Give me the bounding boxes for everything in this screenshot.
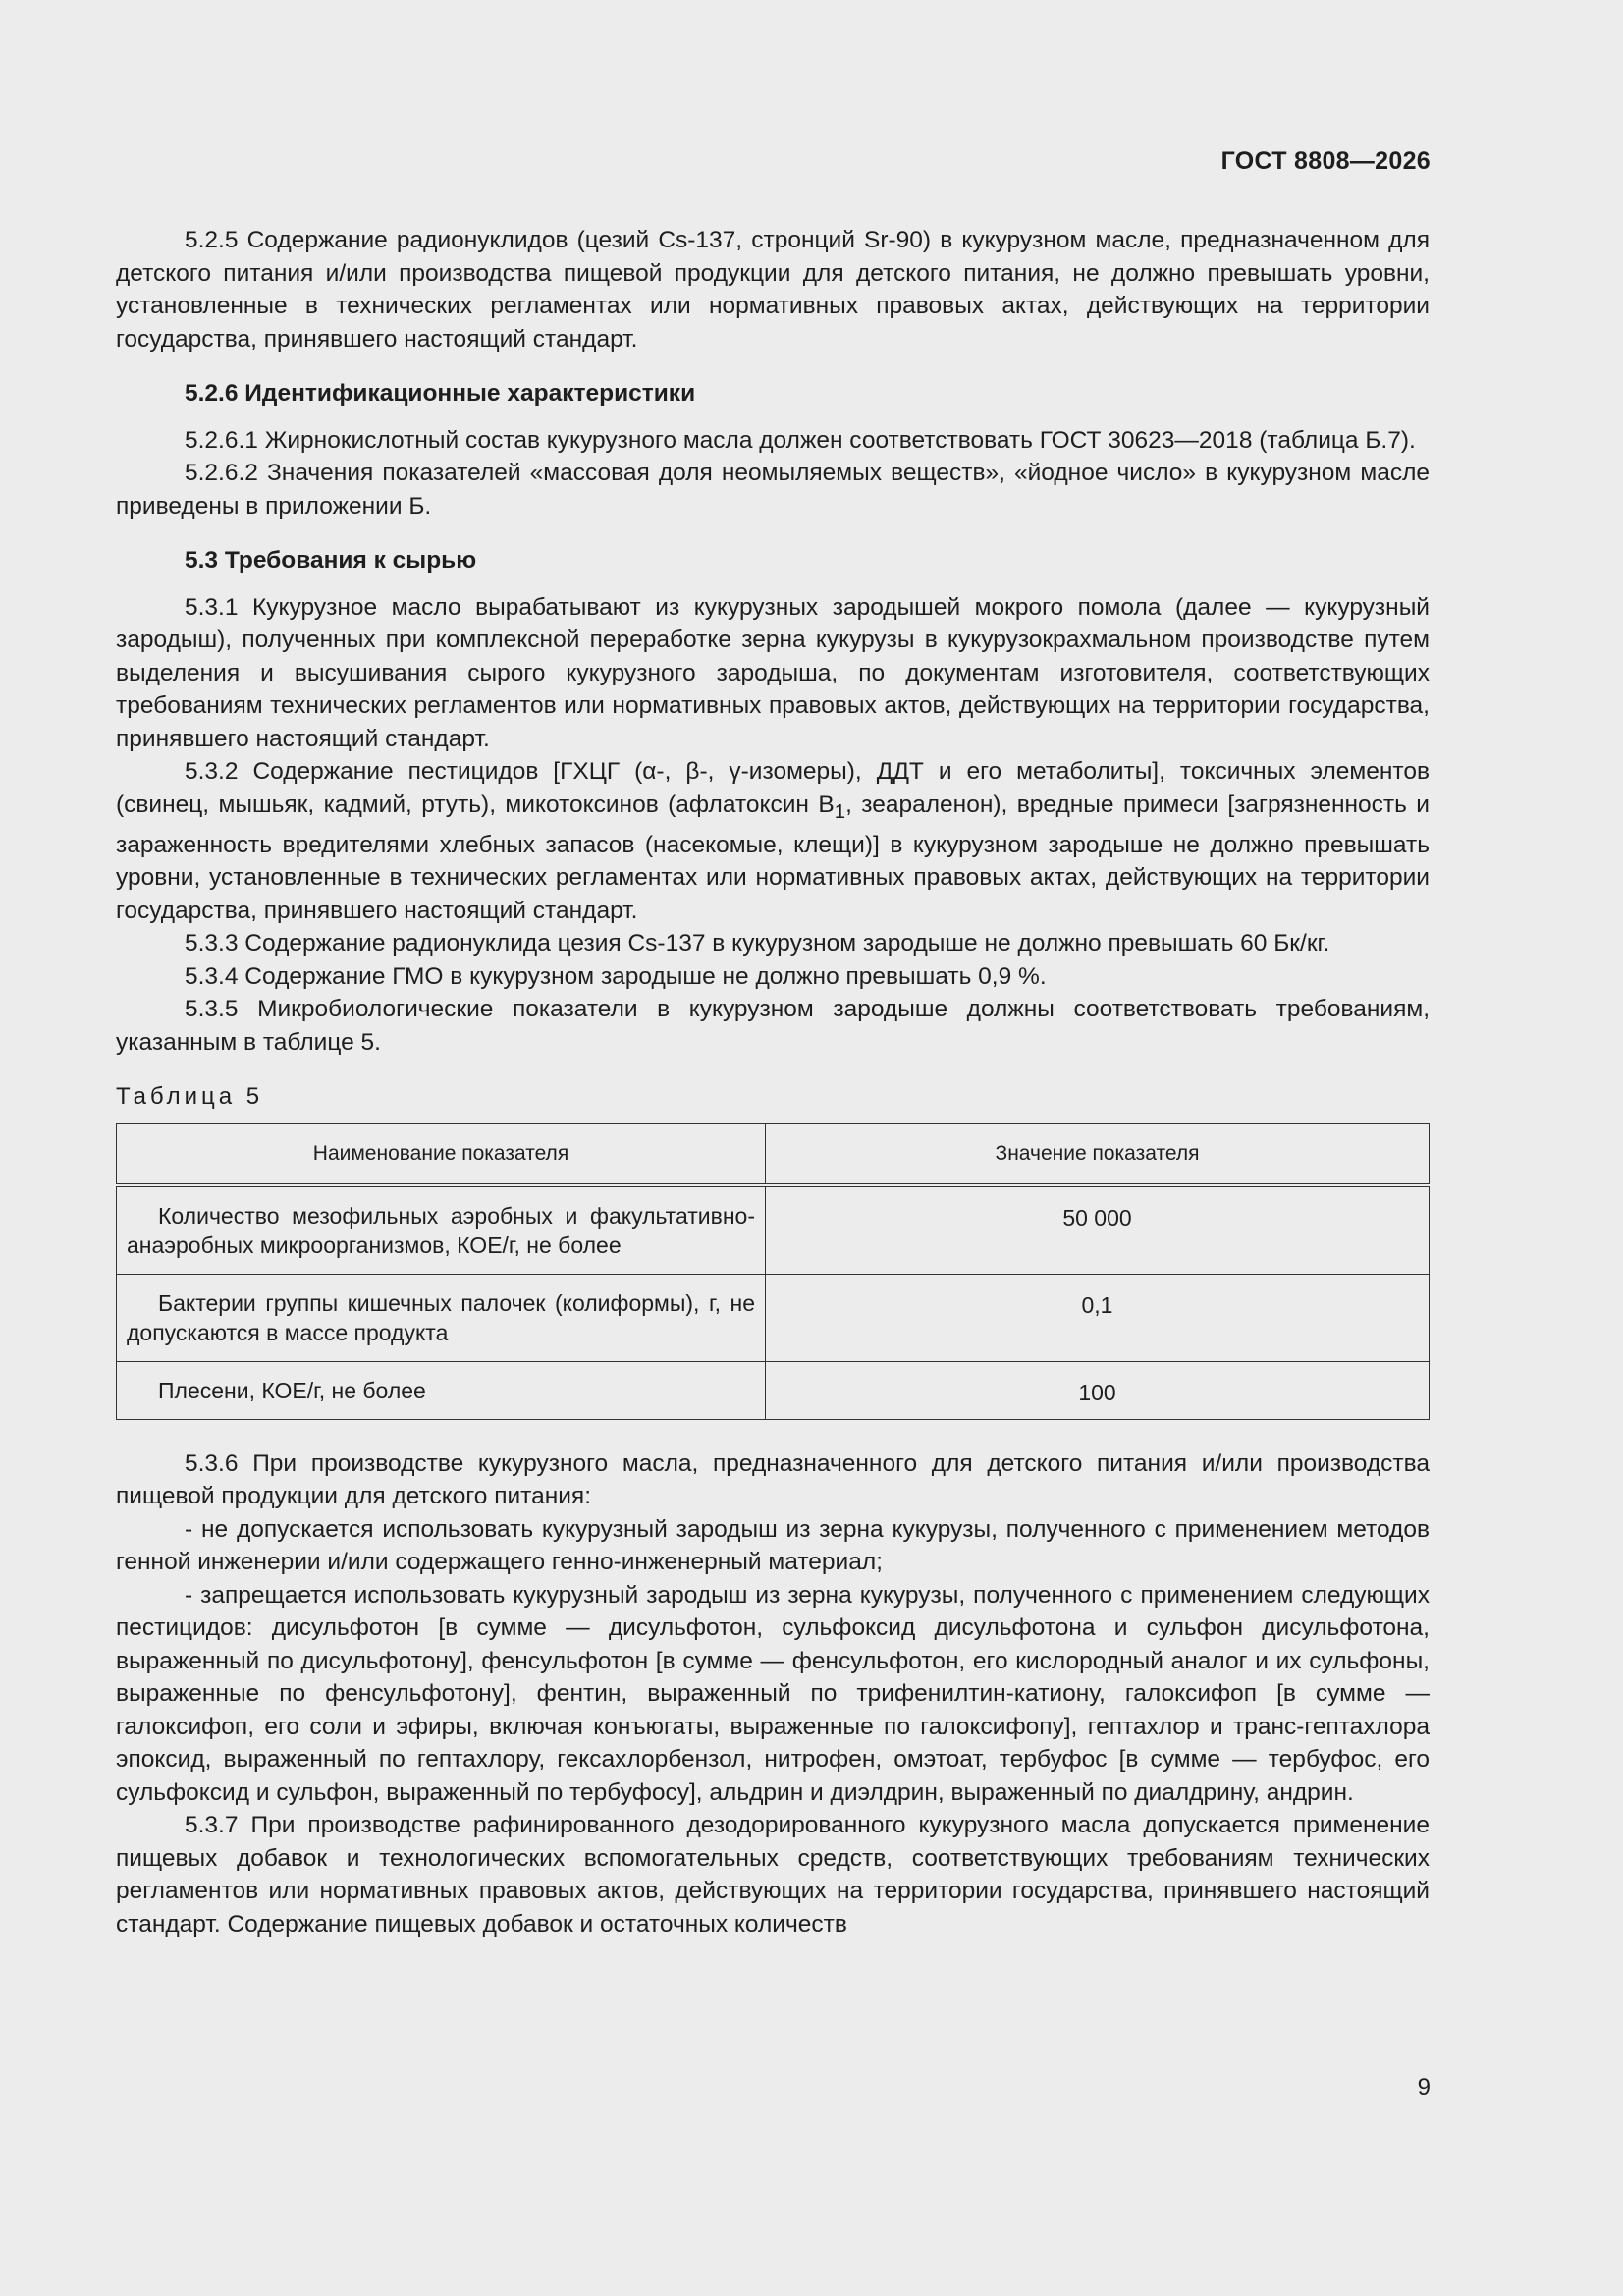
indicator-value: 0,1 [766, 1274, 1430, 1361]
table-row [117, 1185, 1430, 1275]
document-code-header: ГОСТ 8808—2026 [1220, 147, 1431, 175]
paragraph-5-2-6-2: 5.2.6.2 Значения показателей «массовая доля неомыляемых веществ», «йодное число» в кукурузном масле приведены в приложении Б. [116, 460, 1430, 519]
bullet-item-2: - запрещается использовать кукурузный зародыш из зерна кукурузы, полученного с применением следующих пестицидов: дисульфотон [в сумме — дисульфотон, сульфоксид дисульфотона и сульфон дисульфотона, выраженный по дисульфотону], фенсульфотон [в сумме — фенсульфотон, его кислородный аналог и их сульфоны, выраженные по фенсульфотону], фентин, выраженный по трифенилтин-катиону, галоксифоп [в сумме — галоксифоп, его соли и эфиры, включая конъюгаты, выраженные по галоксифопу], гептахлор и транс-гептахлора эпоксид, выраженный по гептахлору, гексахлорбензол, нитрофен, омэтоат, тербуфос [в сумме — тербуфос, его сульфоксид и сульфон, выраженный по тербуфосу], альдрин и диэлдрин, выраженный по диалдрину, андрин. [116, 1581, 1430, 1806]
paragraph-5-3-2-part-a: 5.3.2 Содержание пестицидов [ГХЦГ (α-, β-, γ-изомеры), ДДТ и его метаболиты], токсичных элементов (свинец, мышьяк, кадмий, ртуть), микотоксинов (афлатоксин B [116, 758, 1430, 818]
paragraph-5-3-4: 5.3.4 Содержание ГМО в кукурузном зародыше не должно превышать 0,9 %. [185, 962, 1047, 990]
indicator-value: 50 000 [766, 1185, 1430, 1275]
heading-5-2-6: 5.2.6 Идентификационные характеристики [185, 380, 696, 407]
column-header-name: Наименование показателя [117, 1123, 766, 1185]
paragraph-5-2-5: 5.2.5 Содержание радионуклидов (цезий Cs-137, стронций Sr-90) в кукурузном масле, предназначенном для детского питания и/или производства пищевой продукции для детского питания, не должно превышать уровни, установленные в технических регламентах или нормативных правовых актах, действующих на территории государства, принявшего настоящий стандарт. [116, 227, 1430, 353]
indicator-name: Количество мезофильных аэробных и факультативно-анаэробных микроорганизмов, КОЕ/г, не более [117, 1185, 766, 1275]
bullet-item-1: - не допускается использовать кукурузный зародыш из зерна кукурузы, полученного с применением методов генной инженерии и/или содержащего генно-инженерный материал; [116, 1515, 1430, 1576]
table-row [117, 1361, 1430, 1419]
table-header-row [117, 1123, 1430, 1185]
indicator-name: Плесени, КОЕ/г, не более [117, 1361, 766, 1419]
page-content [116, 224, 1430, 1941]
paragraph-5-3-5: 5.3.5 Микробиологические показатели в кукурузном зародыше должны соответствовать требованиям, указанным в таблице 5. [116, 996, 1430, 1056]
column-header-value: Значение показателя [766, 1123, 1430, 1185]
heading-5-3: 5.3 Требования к сырью [185, 547, 477, 574]
paragraph-5-3-1: 5.3.1 Кукурузное масло вырабатывают из кукурузных зародышей мокрого помола (далее — кукурузный зародыш), полученных при комплексной переработке зерна кукурузы в кукурузокрахмальном производстве путем выделения и высушивания сырого кукурузного зародыша, по документам изготовителя, соответствующих требованиям технических регламентов или нормативных правовых актов, действующих на территории государства, принявшего настоящий стандарт. [116, 593, 1430, 752]
page-number: 9 [1417, 2074, 1431, 2101]
table-5 [116, 1123, 1430, 1420]
paragraph-5-2-6-1: 5.2.6.1 Жирнокислотный состав кукурузного масла должен соответствовать ГОСТ 30623—2018 (таблица Б.7). [185, 426, 1416, 454]
table-caption: Таблица 5 [116, 1083, 264, 1111]
subscript-1: 1 [834, 800, 846, 823]
paragraph-5-3-2-part-b: , зеараленон), вредные примеси [загрязненность и зараженность вредителями хлебных запасов (насекомые, клещи)] в кукурузном зародыше не должно превышать уровни, установленные в технических регламентах или нормативных правовых актах, действующих на территории государства, принявшего настоящий стандарт. [116, 791, 1430, 924]
paragraph-5-3-6: 5.3.6 При производстве кукурузного масла, предназначенного для детского питания и/или производства пищевой продукции для детского питания: [116, 1449, 1430, 1510]
indicator-name: Бактерии группы кишечных палочек (колиформы), г, не допускаются в массе продукта [117, 1274, 766, 1361]
paragraph-5-3-3: 5.3.3 Содержание радионуклида цезия Cs-137 в кукурузном зародыше не должно превышать 60 Бк/кг. [185, 930, 1330, 957]
indicator-value: 100 [766, 1361, 1430, 1419]
table-row [117, 1274, 1430, 1361]
paragraph-5-3-7: 5.3.7 При производстве рафинированного дезодорированного кукурузного масла допускается применение пищевых добавок и технологических вспомогательных средств, соответствующих требованиям технических регламентов или нормативных правовых актов, действующих на территории государства, принявшего настоящий стандарт. Содержание пищевых добавок и остаточных количеств [116, 1812, 1430, 1938]
paragraph-5-3-2 [116, 755, 1430, 927]
